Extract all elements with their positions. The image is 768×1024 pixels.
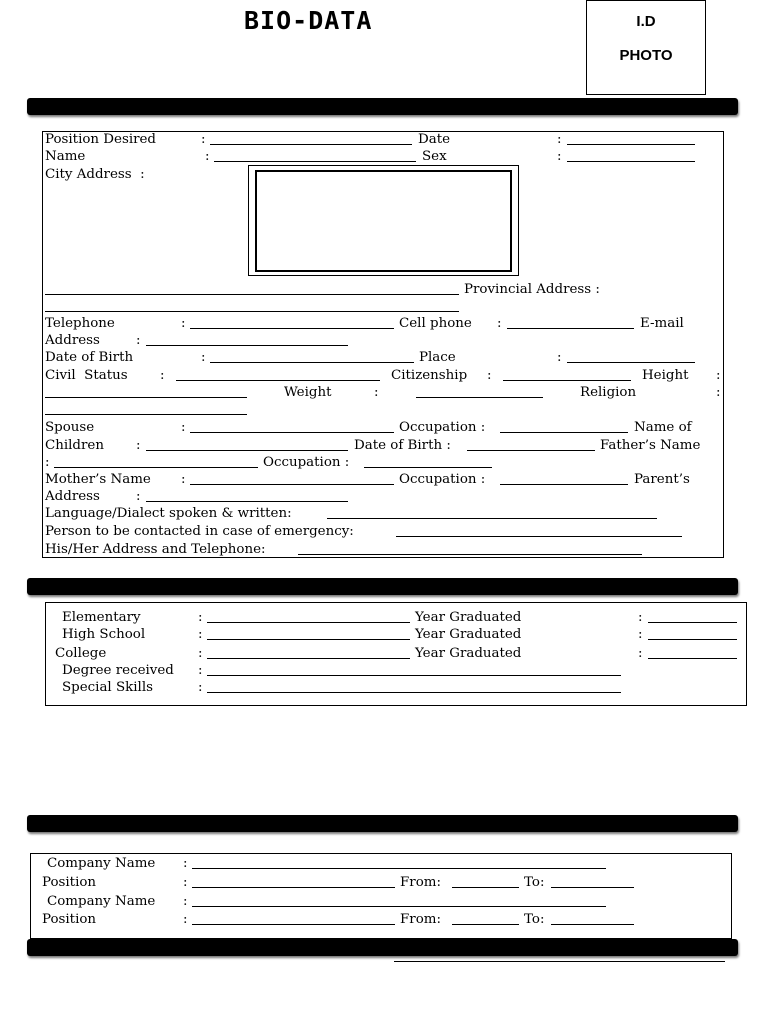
label-his-her-address: His/Her Address and Telephone: [45, 542, 266, 557]
field-date-of-birth[interactable] [210, 349, 414, 363]
section-bar-education [27, 578, 738, 595]
field-from-2[interactable] [452, 911, 519, 925]
label-position-2: Position [42, 912, 97, 927]
label-position-1: Position [42, 875, 97, 890]
label-date-of-birth: Date of Birth [45, 350, 134, 365]
address-frame-inner [255, 170, 512, 272]
label-mothers-name: Mother’s Name [45, 472, 151, 487]
field-height[interactable] [45, 384, 247, 398]
label-high-school: High School [62, 627, 146, 642]
field-language[interactable] [327, 505, 657, 519]
label-telephone: Telephone [45, 316, 115, 331]
label-spouse-occupation: Occupation : [399, 420, 486, 435]
colon: : [181, 316, 186, 331]
colon: : [198, 610, 203, 625]
label-name-of: Name of [634, 420, 692, 435]
label-year-graduated-college: Year Graduated [415, 646, 522, 661]
colon: : [160, 368, 165, 383]
field-father-occupation[interactable] [364, 454, 492, 468]
label-city-address: City Address : [45, 167, 145, 182]
label-height: Height [642, 368, 689, 383]
field-children-dob[interactable] [467, 437, 595, 451]
label-emergency: Person to be contacted in case of emergency: [45, 524, 354, 539]
label-cell-phone: Cell phone [399, 316, 472, 331]
field-college[interactable] [207, 645, 410, 659]
field-year-hs[interactable] [648, 626, 737, 640]
colon: : [557, 350, 562, 365]
signature-line[interactable] [394, 961, 725, 962]
field-fathers-name[interactable] [54, 454, 258, 468]
colon: : [181, 472, 186, 487]
colon: : [45, 455, 50, 470]
section-bar-personal [27, 98, 738, 115]
colon: : [198, 680, 203, 695]
field-to-1[interactable] [551, 874, 634, 888]
field-company-name-1[interactable] [192, 855, 606, 869]
colon: : [198, 663, 203, 678]
field-name[interactable] [214, 148, 416, 162]
field-children[interactable] [146, 437, 348, 451]
field-email-address[interactable] [146, 332, 348, 346]
field-provincial-address[interactable] [45, 298, 459, 312]
colon: : [557, 149, 562, 164]
label-year-graduated-hs: Year Graduated [415, 627, 522, 642]
label-citizenship: Citizenship [391, 368, 468, 383]
field-company-name-2[interactable] [192, 893, 606, 907]
field-city-address[interactable] [45, 281, 459, 295]
field-citizenship[interactable] [503, 367, 631, 381]
colon: : [181, 420, 186, 435]
colon: : [136, 489, 141, 504]
field-civil-status[interactable] [176, 367, 380, 381]
colon: : [183, 875, 188, 890]
colon: : [487, 368, 492, 383]
field-spouse[interactable] [190, 419, 394, 433]
colon: : [205, 149, 210, 164]
id-photo-box [586, 0, 706, 95]
section-bar-employment [27, 815, 738, 832]
label-degree: Degree received [62, 663, 174, 678]
label-to-2: To: [524, 912, 545, 927]
field-to-2[interactable] [551, 911, 634, 925]
field-his-her-address[interactable] [298, 541, 642, 555]
label-to-1: To: [524, 875, 545, 890]
colon: : [136, 333, 141, 348]
field-parents-address[interactable] [146, 488, 348, 502]
label-place: Place [419, 350, 456, 365]
field-weight[interactable] [416, 384, 543, 398]
label-company-name-2: Company Name [47, 894, 156, 909]
colon: : [638, 646, 643, 661]
label-name: Name [45, 149, 86, 164]
colon: : [201, 132, 206, 147]
field-date[interactable] [567, 131, 695, 145]
field-year-college[interactable] [648, 645, 737, 659]
colon: : [716, 385, 721, 400]
label-email: E-mail [640, 316, 684, 331]
label-college: College [55, 646, 107, 661]
label-from-1: From: [400, 875, 441, 890]
colon: : [638, 627, 643, 642]
field-mothers-name[interactable] [190, 471, 394, 485]
field-degree[interactable] [207, 662, 621, 676]
colon: : [198, 646, 203, 661]
section-bar-footer [27, 939, 738, 956]
label-father-occupation: Occupation : [263, 455, 350, 470]
label-children: Children [45, 438, 104, 453]
colon: : [183, 894, 188, 909]
colon: : [557, 132, 562, 147]
field-spouse-occupation[interactable] [500, 419, 628, 433]
label-mother-occupation: Occupation : [399, 472, 486, 487]
field-sex[interactable] [567, 148, 695, 162]
colon: : [183, 912, 188, 927]
colon: : [198, 627, 203, 642]
label-religion: Religion [580, 385, 637, 400]
label-special-skills: Special Skills [62, 680, 153, 695]
label-children-dob: Date of Birth : [354, 438, 451, 453]
label-fathers-name: Father’s Name [600, 438, 701, 453]
label-from-2: From: [400, 912, 441, 927]
field-religion[interactable] [45, 401, 247, 415]
label-company-name-1: Company Name [47, 856, 156, 871]
label-year-graduated-elem: Year Graduated [415, 610, 522, 625]
field-position-1[interactable] [192, 874, 395, 888]
label-sex: Sex [422, 149, 447, 164]
colon: : [497, 316, 502, 331]
field-high-school[interactable] [207, 626, 410, 640]
field-emergency[interactable] [396, 523, 682, 537]
field-cell-phone[interactable] [507, 315, 634, 329]
field-position-desired[interactable] [210, 131, 412, 145]
field-position-2[interactable] [192, 911, 395, 925]
label-address: Address [45, 333, 100, 348]
colon: : [201, 350, 206, 365]
label-language: Language/Dialect spoken & written: [45, 506, 292, 521]
colon: : [716, 368, 721, 383]
label-parents: Parent’s [634, 472, 690, 487]
label-position-desired: Position Desired [45, 132, 157, 147]
field-from-1[interactable] [452, 874, 519, 888]
photo-label-photo: PHOTO [619, 47, 673, 64]
colon: : [638, 610, 643, 625]
label-civil-status: Civil Status [45, 368, 128, 383]
label-parents-address: Address [45, 489, 100, 504]
label-elementary: Elementary [62, 610, 141, 625]
label-date: Date [418, 132, 451, 147]
field-year-elem[interactable] [648, 609, 737, 623]
colon: : [183, 856, 188, 871]
field-telephone[interactable] [190, 315, 394, 329]
field-elementary[interactable] [207, 609, 410, 623]
field-place[interactable] [567, 349, 695, 363]
colon: : [136, 438, 141, 453]
colon: : [374, 385, 379, 400]
label-provincial-address: Provincial Address : [464, 282, 600, 297]
field-mother-occupation[interactable] [500, 471, 628, 485]
page-title: BIO-DATA [244, 6, 373, 35]
label-spouse: Spouse [45, 420, 95, 435]
field-special-skills[interactable] [207, 679, 621, 693]
label-weight: Weight [284, 385, 332, 400]
photo-label-id: I.D [636, 13, 656, 30]
